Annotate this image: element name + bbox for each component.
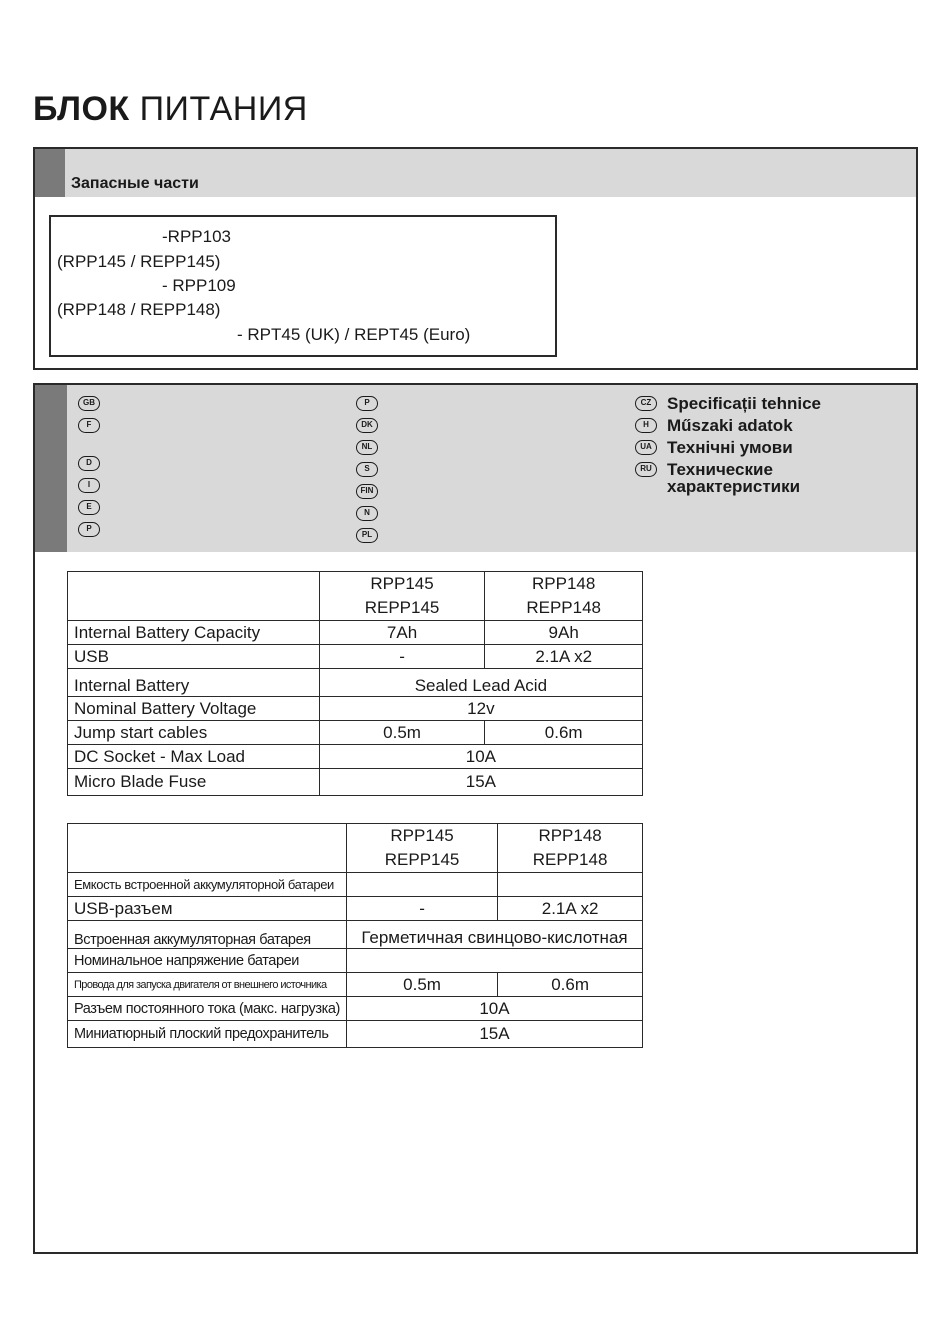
row-value-merged: Sealed Lead Acid <box>319 669 642 697</box>
row-label: Разъем постоянного тока (макс. нагрузка) <box>68 997 347 1021</box>
header-cell-model-2 <box>498 824 643 873</box>
language-badge-n: N <box>356 506 378 521</box>
row-value-merged: 10A <box>319 745 642 769</box>
row-label: Емкость встроенной аккумуляторной батареи <box>68 873 347 897</box>
row-label: Провода для запуска двигателя от внешнего источника <box>68 973 347 997</box>
spare-parts-section <box>33 147 918 370</box>
section-tab-marker <box>35 385 67 552</box>
row-value: 0.6m <box>498 973 643 997</box>
row-value <box>346 873 497 897</box>
row-value-merged: 15A <box>319 769 642 796</box>
model-code: REPP148 <box>532 850 608 869</box>
model-code: RPP148 <box>532 574 596 593</box>
language-title-ru-line2: характеристики <box>667 477 801 496</box>
table-row <box>68 897 643 921</box>
language-title-ru: Технические <box>667 460 773 479</box>
table-row <box>68 645 643 669</box>
row-value-merged: 10A <box>346 997 642 1021</box>
spare-part-line: - RPT45 (UK) / REPT45 (Euro) <box>237 325 471 344</box>
table-row <box>68 997 643 1021</box>
spare-parts-list <box>49 215 557 357</box>
row-label: USB-разъем <box>68 897 347 921</box>
table-row <box>68 949 643 973</box>
language-badge-nl: NL <box>356 440 378 455</box>
table-row <box>68 873 643 897</box>
row-value-merged: 12v <box>319 697 642 721</box>
language-badge-h: H <box>635 418 657 433</box>
page-title-rest: ПИТАНИЯ <box>139 90 308 128</box>
row-value: - <box>319 645 485 669</box>
spare-parts-heading: Запасные части <box>71 175 199 192</box>
row-value: 9Ah <box>485 621 643 645</box>
spare-part-line: (RPP148 / REPP148) <box>57 300 221 319</box>
language-badge-cz: CZ <box>635 396 657 411</box>
row-label: DC Socket - Max Load <box>68 745 320 769</box>
table-row <box>68 1021 643 1048</box>
model-code: RPP145 <box>390 826 454 845</box>
spare-part-line: (RPP145 / REPP145) <box>57 252 221 271</box>
table-row <box>68 973 643 997</box>
row-value: 0.6m <box>485 721 643 745</box>
model-code: RPP148 <box>538 826 602 845</box>
table-row <box>68 745 643 769</box>
language-title-h: Műszaki adatok <box>667 416 793 435</box>
table-row <box>68 669 643 697</box>
row-value: 2.1A x2 <box>498 897 643 921</box>
specifications-section <box>33 383 918 1254</box>
language-badge-d: D <box>78 456 100 471</box>
row-value-merged <box>346 949 642 973</box>
table-row <box>68 697 643 721</box>
spec-table-ru <box>67 823 643 1048</box>
row-label: Internal Battery Capacity <box>68 621 320 645</box>
section-tab-marker <box>35 149 65 197</box>
language-badge-p: P <box>78 522 100 537</box>
row-label: Встроенная аккумуляторная батарея <box>68 921 347 949</box>
model-code: REPP145 <box>364 598 440 617</box>
language-badge-i: I <box>78 478 100 493</box>
page-title <box>33 90 308 129</box>
row-value: 0.5m <box>319 721 485 745</box>
row-value: 0.5m <box>346 973 497 997</box>
language-title-cz: Specificații tehnice <box>667 394 821 413</box>
language-badge-p: P <box>356 396 378 411</box>
header-empty-cell <box>68 572 320 621</box>
language-badge-ru: RU <box>635 462 657 477</box>
language-badge-fin: FIN <box>356 484 378 499</box>
language-title-ua: Технічні умови <box>667 438 793 457</box>
language-badge-f: F <box>78 418 100 433</box>
header-cell-model-2 <box>485 572 643 621</box>
spare-part-line: - RPP109 <box>162 276 236 295</box>
row-label: Internal Battery <box>68 669 320 697</box>
language-badge-pl: PL <box>356 528 378 543</box>
row-label: Micro Blade Fuse <box>68 769 320 796</box>
row-label: Миниатюрный плоский предохранитель <box>68 1021 347 1048</box>
model-code: REPP145 <box>384 850 460 869</box>
language-badge-ua: UA <box>635 440 657 455</box>
language-badge-s: S <box>356 462 378 477</box>
header-cell-model-1 <box>319 572 485 621</box>
row-value-merged: 15A <box>346 1021 642 1048</box>
row-label: Jump start cables <box>68 721 320 745</box>
language-badge-e: E <box>78 500 100 515</box>
table-row <box>68 721 643 745</box>
language-badge-gb: GB <box>78 396 100 411</box>
header-cell-model-1 <box>346 824 497 873</box>
spare-part-line: -RPP103 <box>162 227 231 246</box>
row-value-merged: Герметичная свинцово-кислотная <box>346 921 642 949</box>
row-label: USB <box>68 645 320 669</box>
table-row <box>68 921 643 949</box>
table-row <box>68 621 643 645</box>
page-title-bold: БЛОК <box>33 90 130 128</box>
spec-table-en <box>67 571 643 796</box>
table-header-row <box>68 824 643 873</box>
model-code: REPP148 <box>526 598 601 617</box>
row-value: - <box>346 897 497 921</box>
row-value: 7Ah <box>319 621 485 645</box>
model-code: RPP145 <box>370 574 434 593</box>
row-value <box>498 873 643 897</box>
header-empty-cell <box>68 824 347 873</box>
table-header-row <box>68 572 643 621</box>
language-badge-dk: DK <box>356 418 378 433</box>
table-row <box>68 769 643 796</box>
row-value: 2.1A x2 <box>485 645 643 669</box>
row-label: Nominal Battery Voltage <box>68 697 320 721</box>
row-label: Номинальное напряжение батареи <box>68 949 347 973</box>
